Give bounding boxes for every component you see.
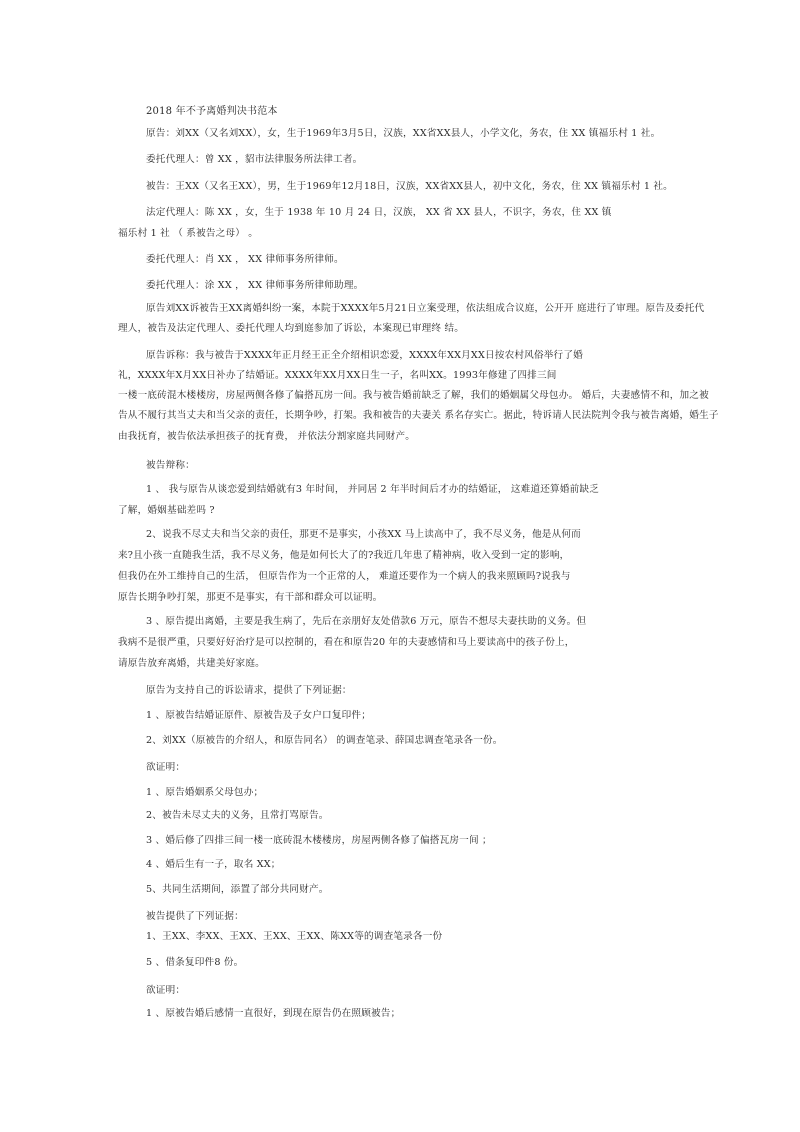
defense-point-2-cont-2: 但我仍在外工维持自己的生活， 但原告作为一个正常的人， 难道还要作为一个病人的我来照顾吗?说我与: [118, 571, 571, 582]
legal-representative-line-cont: 福乐村 1 社 （ 系被告之母） 。: [118, 228, 259, 239]
plaintiff-evidence-1: 1 、原被告结婚证原件、原被告及子女户口复印件；: [146, 710, 372, 721]
plaintiff-evidence-heading: 原告为支持自己的诉讼请求，提供了下列证据：: [146, 685, 352, 696]
defendant-purpose-1: 1 、原被告婚后感情一直很好，到现在原告仍在照顾被告；: [146, 1008, 401, 1019]
plaintiff-claim-line: 原告诉称：我与被告于XXXX年正月经王正全介绍相识恋爱，XXXX年XX月XX日按农村风俗举行了婚: [146, 350, 583, 361]
case-intro-line-cont: 理人，被告及法定代理人、委托代理人均到庭参加了诉讼，本案现已审理终 结。: [118, 323, 465, 334]
defendant-line: 被告：王XX（又名王XX），男，生于1969年12月18日，汉族，XX省XX县人，初中文化，务农，住 XX 镇福乐村 1 社。: [146, 181, 673, 192]
defense-point-3: 3 、原告提出离婚，主要是我生病了，先后在亲朋好友处借款6 万元，原告不想尽夫妻扶助的义务。但: [146, 616, 587, 627]
purpose-item-3: 3 、婚后修了四排三间一楼一底砖混木楼楼房，房屋两侧各修了偏搭瓦房一间 ；: [146, 835, 492, 846]
defendant-evidence-1: 1、王XX、李XX、王XX、王XX、王XX、陈XX等的调查笔录各一份: [146, 931, 443, 942]
plaintiff-claim-line-4: 告从不履行其当丈夫和当父亲的责任，长期争吵，打架。我和被告的夫妻关 系名存实亡。据此，特诉请人民法院判令我与被告离婚，婚生子: [118, 410, 719, 421]
defendant-evidence-5: 5 、借条复印件8 份。: [146, 957, 244, 968]
document-title: 2018 年不予离婚判决书范本: [146, 106, 278, 117]
defendant-agent-line-1: 委托代理人：肖 XX ， XX 律师事务所律师。: [146, 254, 344, 265]
legal-representative-line: 法定代理人：陈 XX ，女，生于 1938 年 10 月 24 日，汉族， XX 省 XX 县人，不识字，务农，住 XX 镇: [146, 207, 612, 218]
purpose-item-1: 1 、原告婚姻系父母包办；: [146, 787, 264, 798]
purpose-item-4: 4 、婚后生有一子，取名 XX；: [146, 859, 281, 870]
case-intro-line: 原告刘XX诉被告王XX离婚纠纷一案，本院于XXXX年5月21日立案受理，依法组成合议庭，公开开 庭进行了审理。原告及委托代: [146, 303, 705, 314]
plaintiff-agent-line: 委托代理人：曾 XX ，貂市法律服务所法律工者。: [146, 154, 363, 165]
defense-point-3-cont-2: 请原告放弃离婚，共建美好家庭。: [118, 658, 265, 669]
defense-point-2: 2、说我不尽丈夫和当父亲的责任，那更不是事实，小孩XX 马上读高中了，我不尽义务，他是从何而: [146, 529, 581, 540]
purpose-heading-1: 欲证明：: [146, 762, 186, 773]
purpose-item-2: 2、被告未尽丈夫的义务，且常打骂原告。: [146, 810, 329, 821]
defense-heading: 被告辩称：: [146, 460, 195, 471]
defendant-agent-line-2: 委托代理人：涂 XX ， XX 律师事务所律师助理。: [146, 280, 364, 291]
plaintiff-claim-line-5: 由我抚育，被告依法承担孩子的抚育费， 并依法分割家庭共同财产。: [118, 431, 416, 442]
defense-point-2-cont-1: 来?且小孩一直随我生活，我不尽义务，他是如何长大了的?我近几年患了精神病，收入受到一定的影响，: [118, 550, 570, 561]
defendant-evidence-heading: 被告提供了下列证据：: [146, 911, 244, 922]
plaintiff-claim-line-2: 礼，XXXX年X月XX日补办了结婚证。XXXX年XX月XX日生一子，名叫XX。1993年修建了四排三间: [118, 370, 557, 381]
defense-point-3-cont-1: 我病不是很严重，只要好好治疗是可以控制的，看在和原告20 年的夫妻感情和马上要读高中的孩子份上，: [118, 637, 575, 648]
defense-point-1: 1 、 我与原告从谈恋爱到结婚就有3 年时间， 并同居 2 年半时间后才办的结婚证， 这难道还算婚前缺乏: [146, 484, 599, 495]
purpose-heading-2: 欲证明：: [146, 985, 186, 996]
defense-point-1-cont: 了解，婚姻基础差吗 ?: [118, 505, 215, 516]
purpose-item-5: 5、共同生活期间，添置了部分共同财产。: [146, 884, 329, 895]
plaintiff-claim-line-3: 一楼一底砖混木楼楼房，房屋两侧各修了偏搭瓦房一间。我与被告婚前缺乏了解，我们的婚姻属父母包办。 婚后，夫妻感情不和，加之被: [118, 390, 709, 401]
plaintiff-evidence-2: 2、刘XX（原被告的介绍人，和原告同名） 的调查笔录、薛国忠调查笔录各一份。: [146, 735, 503, 746]
defense-point-2-cont-3: 原告长期争吵打架，那更不是事实，有干部和群众可以证明。: [118, 592, 383, 603]
plaintiff-line: 原告：刘XX（又名刘XX），女，生于1969年3月5日，汉族，XX省XX县人，小学文化，务农，住 XX 镇福乐村 1 社。: [146, 128, 661, 139]
